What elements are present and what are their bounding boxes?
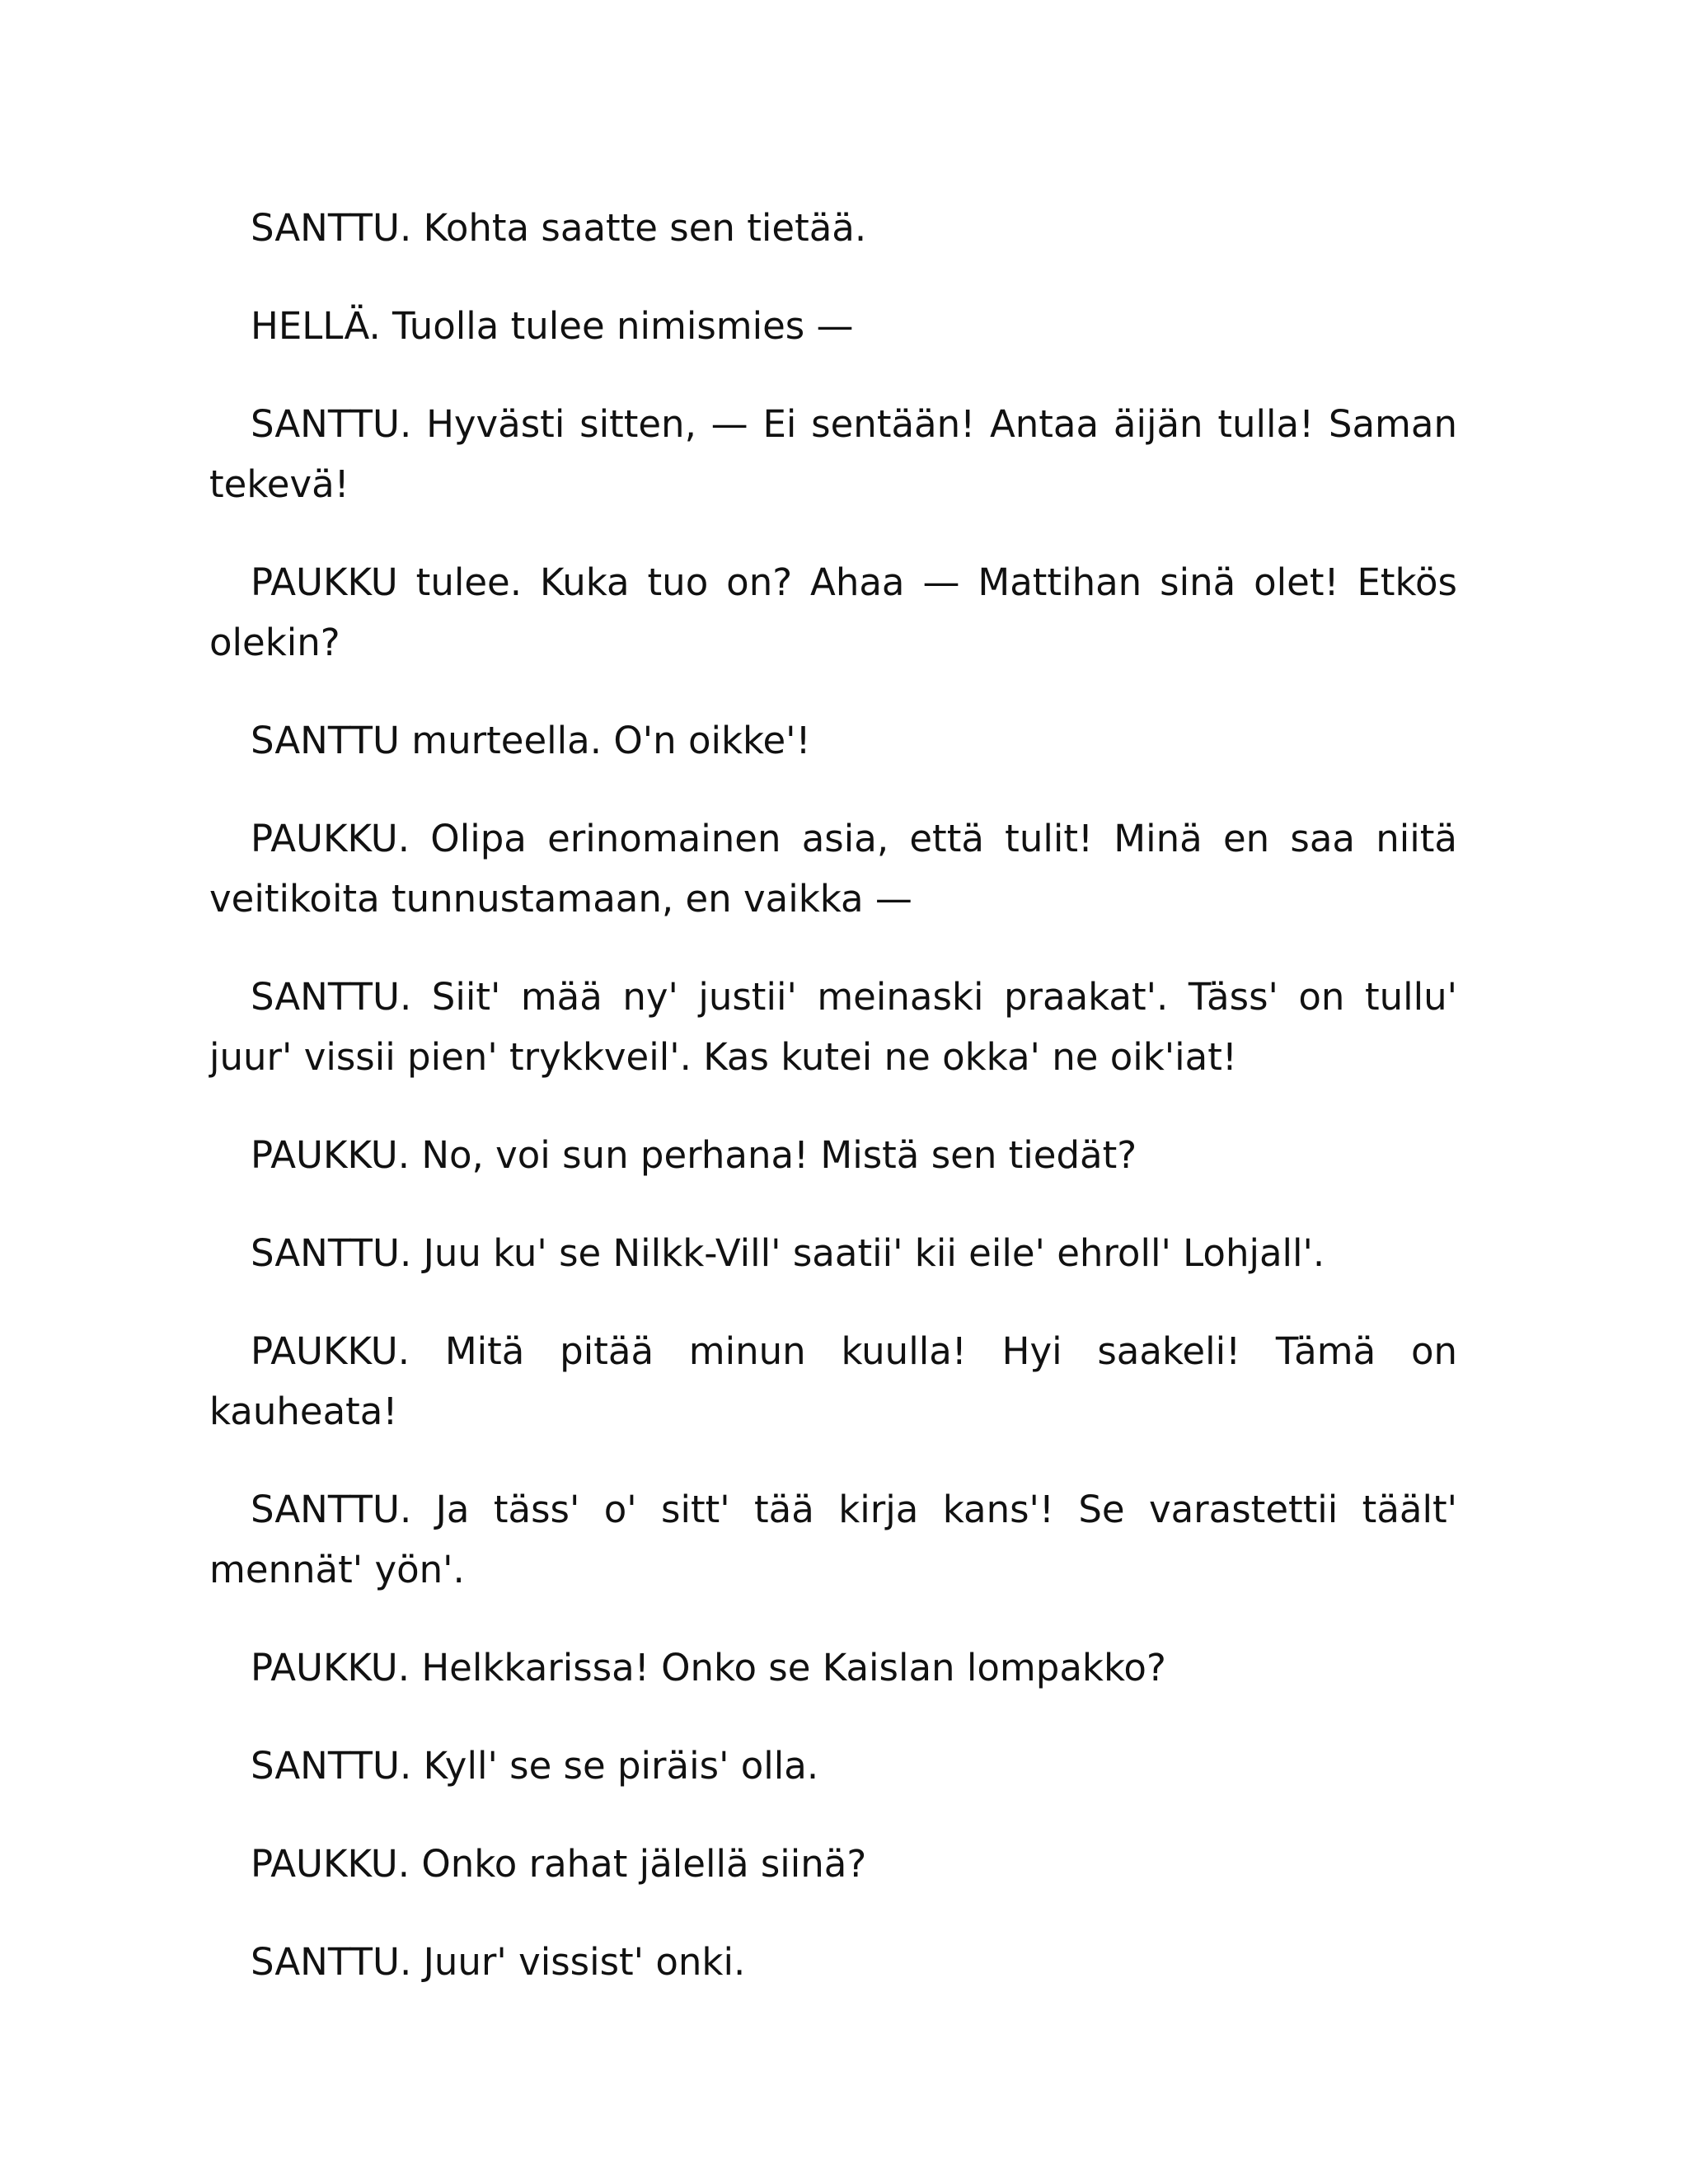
dialogue-line-2: HELLÄ. Tuolla tulee nimismies — [251,304,854,348]
dialogue-line-10: PAUKKU. Mitä pitää minun kuulla! Hyi saakeli! Tämä on kauheata! [209,1329,1457,1433]
dialogue-line-14: PAUKKU. Onko rahat jälellä siinä? [251,1842,867,1886]
dialogue-line-13: SANTTU. Kyll' se se piräis' olla. [251,1744,819,1788]
dialogue-line-4: PAUKKU tulee. Kuka tuo on? Ahaa — Mattihan sinä olet! Etkös olekin? [209,560,1457,664]
dialogue-line-7: SANTTU. Siit' mää ny' justii' meinaski praakat'. Täss' on tullu' juur' vissii pien' trykkveil'. Kas kutei ne okka' ne oik'iat! [209,975,1457,1079]
dialogue-line-1: SANTTU. Kohta saatte sen tietää. [251,206,867,250]
dialogue-line-11: SANTTU. Ja täss' o' sitt' tää kirja kans'! Se varastettii täält' mennät' yön'. [209,1488,1457,1591]
dialogue-line-12: PAUKKU. Helkkarissa! Onko se Kaislan lompakko? [251,1646,1166,1690]
dialogue-line-8: PAUKKU. No, voi sun perhana! Mistä sen tiedät? [251,1133,1137,1177]
play-text-page [209,198,1457,2030]
dialogue-line-15: SANTTU. Juur' vissist' onki. [251,1940,746,1984]
dialogue-line-6: PAUKKU. Olipa erinomainen asia, että tulit! Minä en saa niitä veitikoita tunnustamaan, en vaikka — [209,817,1457,921]
dialogue-line-3: SANTTU. Hyvästi sitten, — Ei sentään! Antaa äijän tulla! Saman tekevä! [209,402,1457,506]
dialogue-line-5: SANTTU murteella. O'n oikke'! [251,719,811,762]
dialogue-line-9: SANTTU. Juu ku' se Nilkk-Vill' saatii' kii eile' ehroll' Lohjall'. [251,1231,1325,1275]
